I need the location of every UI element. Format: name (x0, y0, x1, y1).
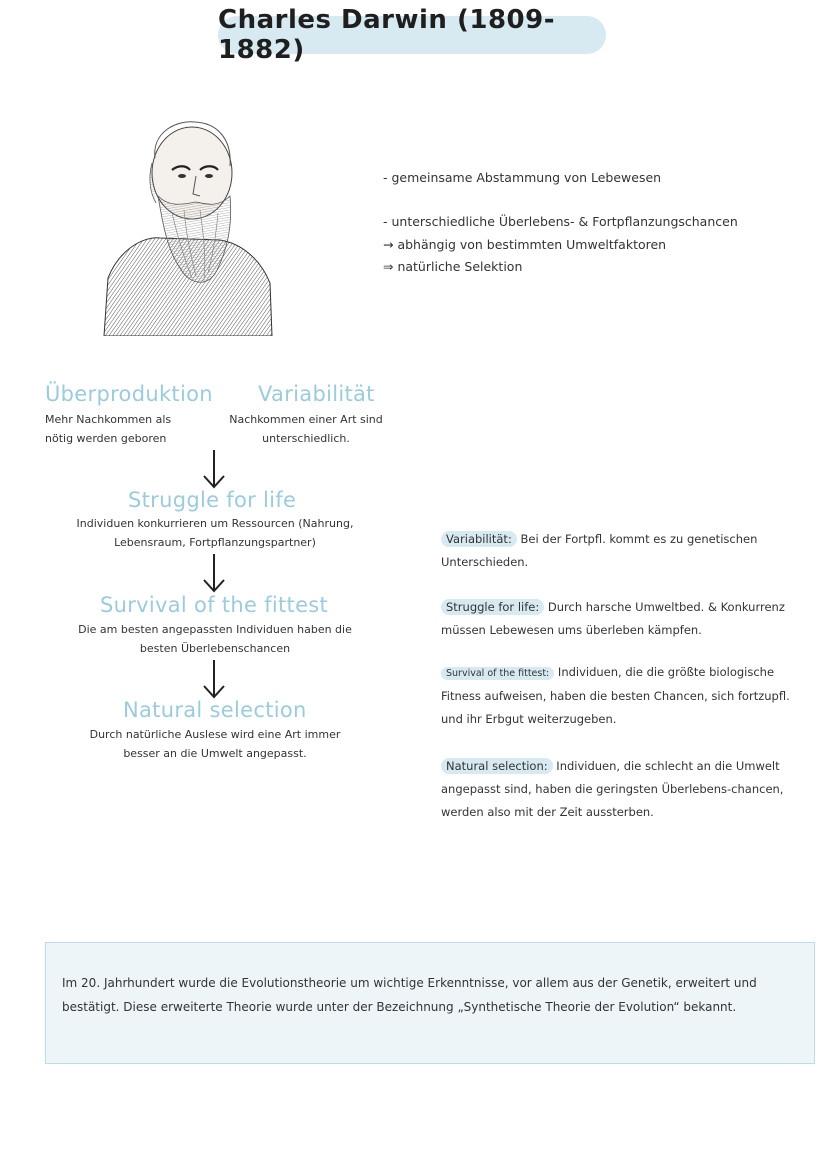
definition-term: Natural selection: (441, 758, 553, 774)
definition-text: Bei der Fortpfl. kommt es zu genetischen Unterschieden. (441, 532, 758, 569)
natural-desc: Durch natürliche Auslese wird eine Art immer besser an die Umwelt angepasst. (89, 728, 341, 760)
definition-item (441, 528, 811, 574)
survival-desc: Die am besten angepassten Individuen haben die besten Überlebenschancen (78, 623, 352, 655)
definition-text: Individuen, die schlecht an die Umwelt angepasst sind, haben die geringsten Überlebens-chancen, werden also mit der Zeit aussterben. (441, 759, 784, 819)
summary-text: Im 20. Jahrhundert wurde die Evolutionstheorie um wichtige Erkenntnisse, vor allem aus der Genetik, erweitert und bestätigt. Diese erweiterte Theorie wurde unter der Bezeichnung „Synthetische Theorie der Evolution“ bekannt. (62, 976, 757, 1014)
note-line: ⇒ natürliche Selektion (383, 259, 523, 274)
summary-box (45, 942, 815, 1064)
page-title: Charles Darwin (1809-1882) (218, 5, 556, 65)
down-arrow-icon (202, 448, 226, 490)
down-arrow-icon (202, 552, 226, 594)
survival-heading: Survival of the fittest (100, 593, 329, 617)
natural-heading: Natural selection (123, 698, 307, 722)
definition-term: Variabilität: (441, 531, 517, 547)
note-line: → abhängig von bestimmten Umweltfaktoren (383, 237, 667, 252)
definition-item (441, 661, 811, 731)
ueberproduktion-heading: Überproduktion (45, 382, 213, 406)
note-line: - unterschiedliche Überlebens- & Fortpflanzungschancen (383, 214, 738, 229)
darwin-portrait (100, 118, 275, 336)
definition-item (441, 596, 811, 642)
definition-term: Survival of the fittest: (441, 667, 554, 680)
definition-text: Durch harsche Umweltbed. & Konkurrenz müssen Lebewesen ums überleben kämpfen. (441, 600, 785, 637)
struggle-heading: Struggle for life (128, 488, 297, 512)
note-line: - gemeinsame Abstammung von Lebewesen (383, 170, 662, 185)
down-arrow-icon (202, 658, 226, 700)
definition-text: Individuen, die die größte biologische Fitness aufweisen, haben die besten Chancen, sich fortzupfl. und ihr Erbgut weiterzugeben. (441, 665, 790, 726)
definition-term: Struggle for life: (441, 599, 544, 615)
definition-item (441, 755, 811, 824)
ueberproduktion-desc: Mehr Nachkommen als nötig werden geboren (45, 413, 172, 445)
variabilitaet-heading: Variabilität (258, 382, 375, 406)
variabilitaet-desc: Nachkommen einer Art sind unterschiedlich. (229, 413, 383, 445)
title-banner (218, 5, 606, 65)
struggle-desc: Individuen konkurrieren um Ressourcen (Nahrung, Lebensraum, Fortpflanzungspartner) (76, 517, 354, 549)
